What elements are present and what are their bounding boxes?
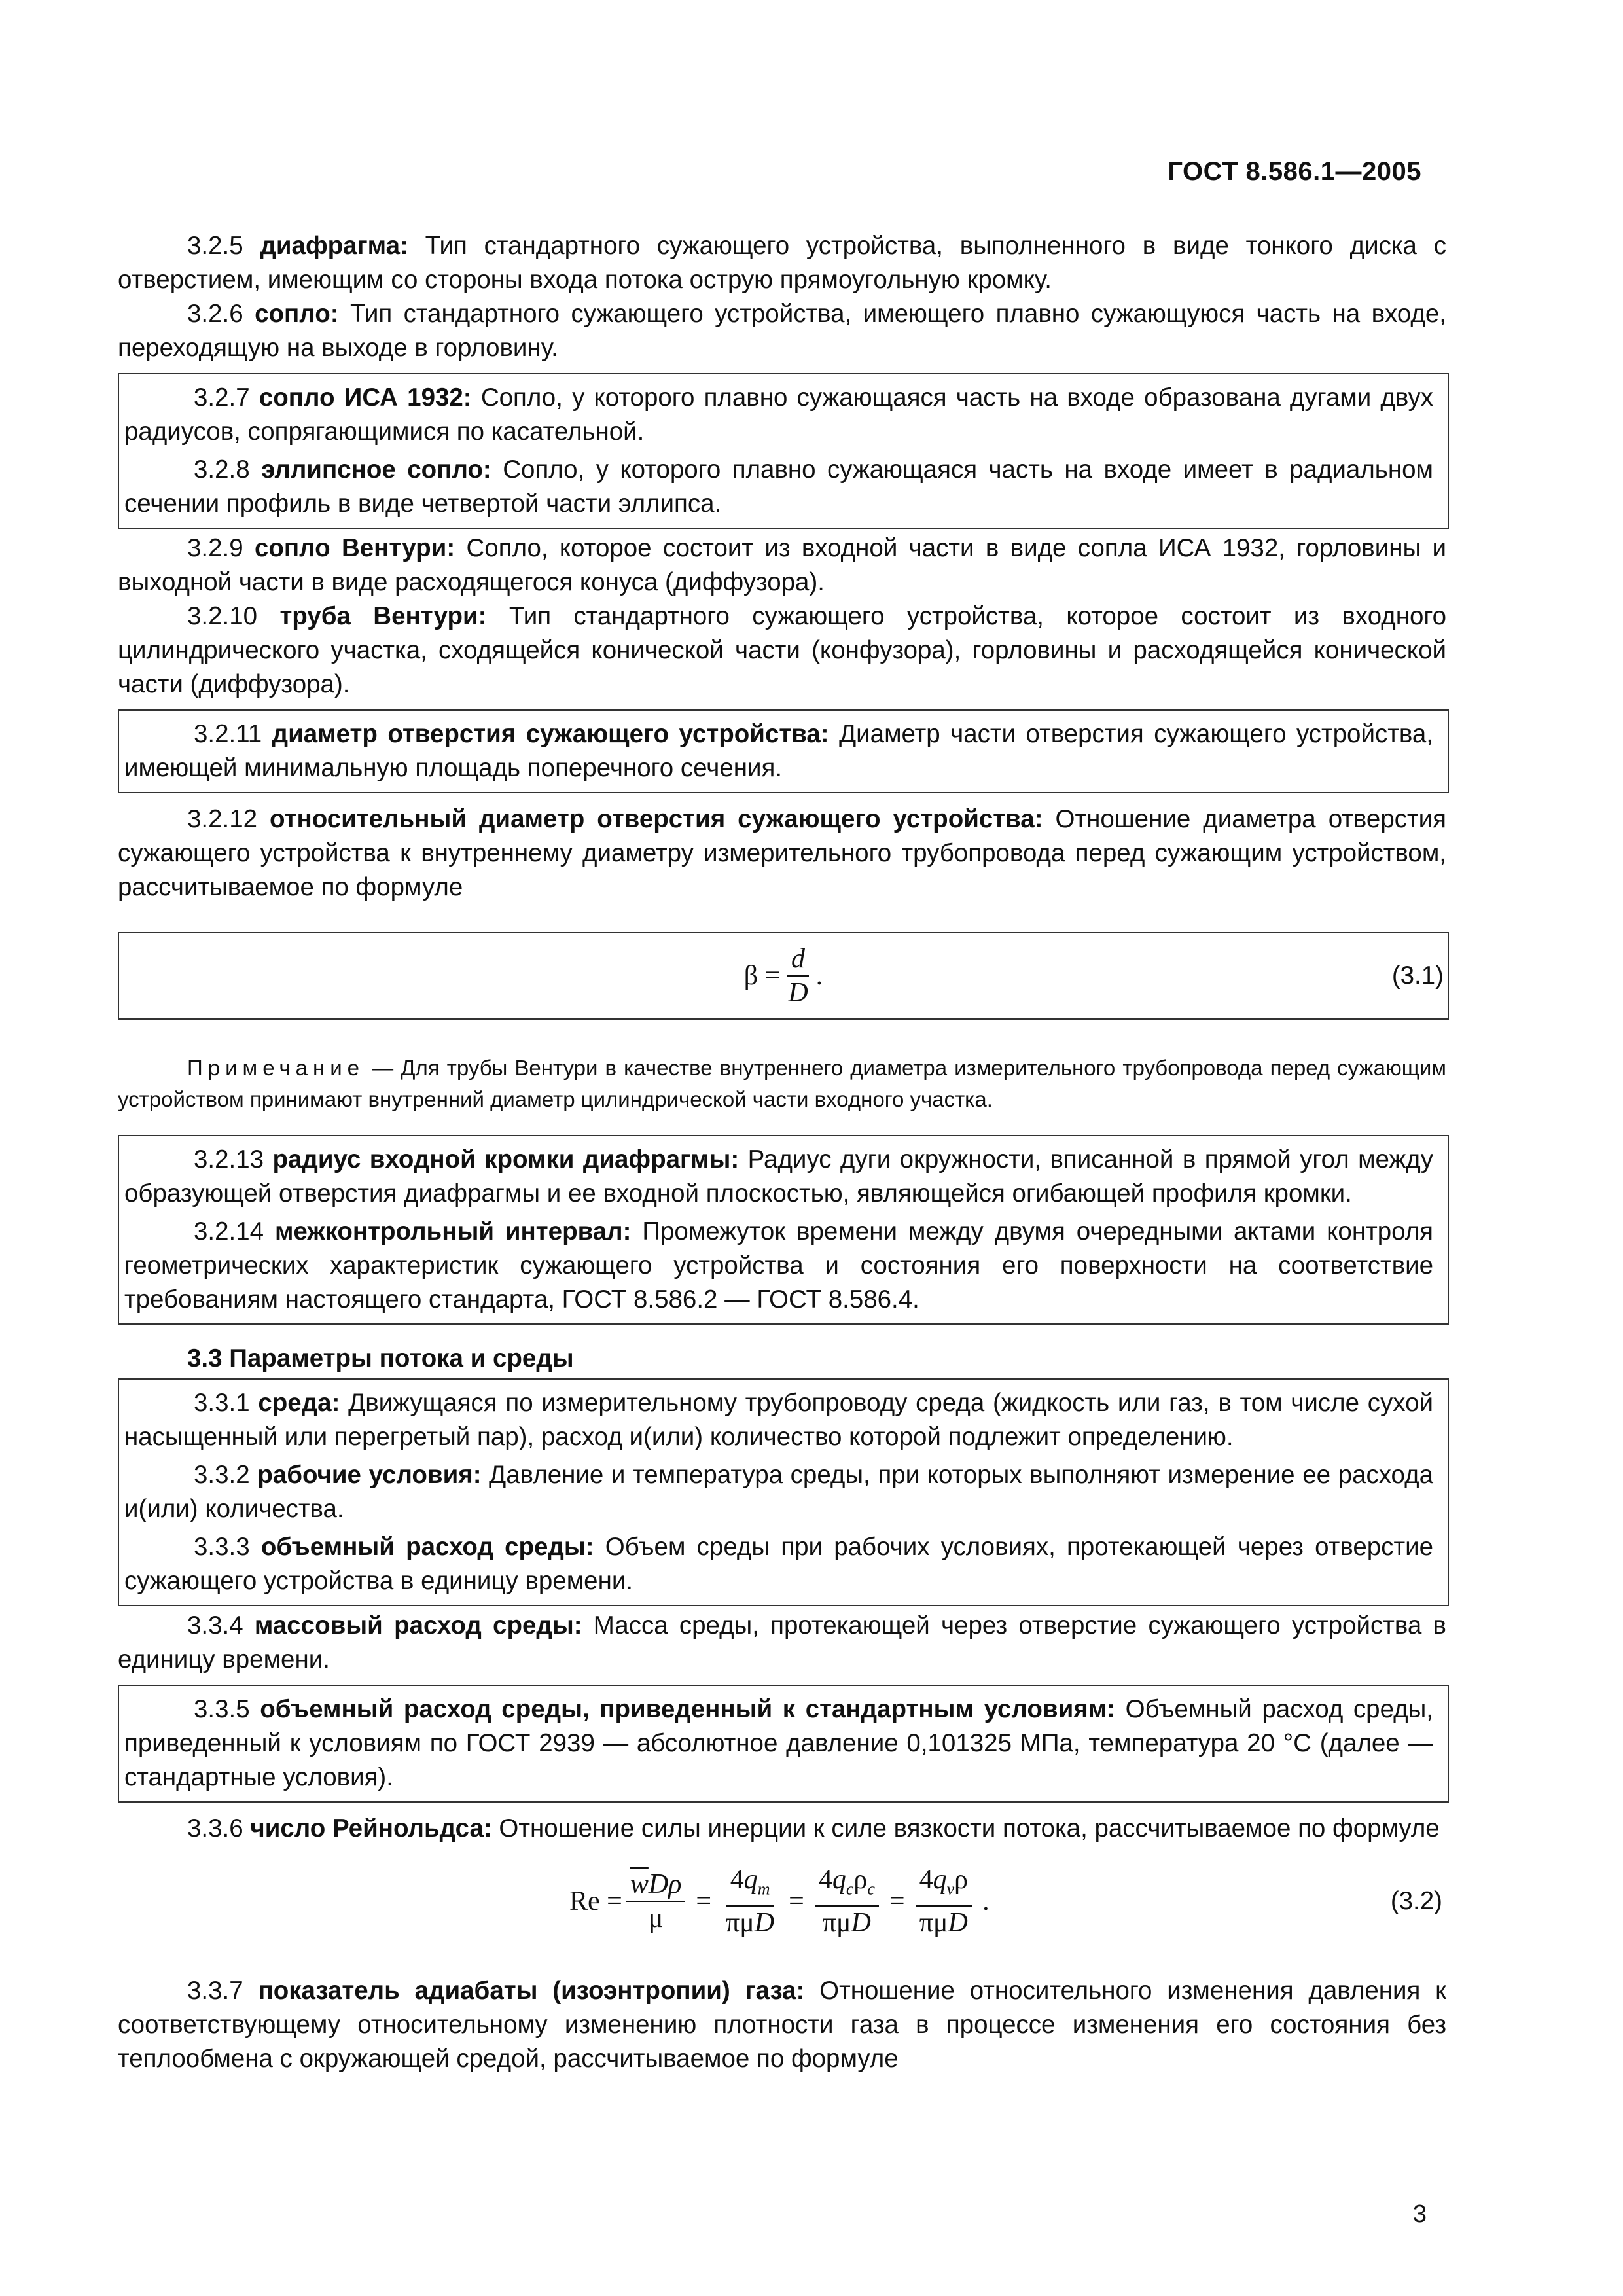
definition-3-3-4: 3.3.4 массовый расход среды: Масса среды, протекающей через отверстие сужающего устройства в единицу времени.	[118, 1611, 1446, 1674]
fraction-4qv-rho-over-pi-mu-D: $\frac{4q_v\rho}{\text{πμD}}$	[916, 1863, 972, 1939]
fraction-4qc-rhoc-over-pi-mu-D: $\frac{4q_c\rho_c}{\text{πμD}}$	[815, 1863, 879, 1939]
definition-3-3-3: 3.3.3 объемный расход среды: Объем среды при рабочих условиях, протекающей через отверстие сужающего устройства в единицу времени.	[124, 1533, 1433, 1595]
amended-box-5	[118, 1685, 1449, 1803]
amended-box-1	[118, 373, 1449, 529]
amended-box-2	[118, 709, 1449, 793]
definition-3-2-5: 3.2.5 диафрагма: Тип стандартного сужающего устройства, выполненного в виде тонкого диска с отверстием, имеющим со стороны входа потока острую прямоугольную кромку.	[118, 232, 1446, 294]
definition-3-3-5: 3.3.5 объемный расход среды, приведенный к стандартным условиям: Объемный расход среды, приведенный к условиям по ГОСТ 2939 — абсолютное давление 0,101325 МПа, температура 20 °C (далее — стандартные условия).	[124, 1695, 1433, 1791]
definition-3-2-8: 3.2.8 эллипсное сопло: Сопло, у которого плавно сужающаяся часть на входе имеет в радиальном сечении профиль в виде четвертой части эллипса.	[124, 456, 1433, 518]
definition-3-3-2: 3.3.2 рабочие условия: Давление и температура среды, при которых выполняют измерение ее расхода и(или) количества.	[124, 1461, 1433, 1523]
amended-box-3	[118, 1135, 1449, 1325]
page-number: 3	[1412, 2200, 1427, 2228]
definition-3-3-7: 3.3.7 показатель адиабаты (изоэнтропии) газа: Отношение относительного изменения давления к соответствующему относительному изменению плотности газа в процессе изменения его состояния без теплообмена с окружающей средой, рассчитываемое по формуле	[118, 1977, 1446, 2073]
fraction-d-over-D: $\frac{d}{D}$	[788, 944, 808, 1008]
definition-3-2-12: 3.2.12 относительный диаметр отверстия сужающего устройства: Отношение диаметра отверстия сужающего устройства к внутреннему диаметру измерительного трубопровода перед сужающим устройством, рассчитываемое по формуле	[118, 805, 1446, 901]
amended-box-4	[118, 1378, 1449, 1606]
definition-3-2-14: 3.2.14 межконтрольный интервал: Промежуток времени между двумя очередными актами контроля геометрических характеристик сужающего устройства и состояния его поверхности на соответствие требованиям настоящего стандарта, ГОСТ 8.586.2 — ГОСТ 8.586.4.	[124, 1217, 1434, 1314]
definition-3-2-7: 3.2.7 сопло ИСА 1932: Сопло, у которого плавно сужающаяся часть на входе образована дугами двух радиусов, сопрягающимися по касательной.	[124, 384, 1433, 446]
definition-3-2-10: 3.2.10 труба Вентури: Тип стандартного сужающего устройства, которое состоит из входного цилиндрического участка, сходящейся конической части (конфузора), горловины и расходящейся конической части (диффузора).	[118, 602, 1447, 698]
formula-3-1	[118, 932, 1449, 1020]
equation-number: (3.1)	[1391, 961, 1444, 990]
formula-3-1-expression: β = $\frac{d}{D}$ .	[743, 944, 823, 1008]
equation-number: (3.2)	[1390, 1887, 1442, 1915]
section-heading-3-3: 3.3 Параметры потока и среды	[187, 1344, 574, 1372]
definition-3-2-9: 3.2.9 сопло Вентури: Сопло, которое состоит из входной части в виде сопла ИСА 1932, горловины и выходной части в виде расходящегося конуса (диффузора).	[118, 534, 1446, 596]
standard-header: ГОСТ 8.586.1—2005	[1168, 157, 1421, 186]
page-content	[118, 229, 1446, 2076]
fraction-w-D-rho-over-mu: $\frac{\overline{w}D\rho}{\mu}$	[626, 1868, 686, 1935]
note: Примечание — Для трубы Вентури в качестве внутреннего диаметра измерительного трубопровода перед сужающим устройством принимают внутренний диаметр цилиндрической части входного участка.	[118, 1056, 1446, 1111]
definition-3-2-6: 3.2.6 сопло: Тип стандартного сужающего устройства, имеющего плавно сужающуюся часть на входе, переходящую на выходе в горловину.	[118, 300, 1446, 362]
formula-3-2	[118, 1852, 1446, 1950]
reynolds-number-expression: Re = $\frac{\overline{w}D\rho}{\mu}$ = $\frac{4q_m}{\text{πμD}}$ = $\frac{4q_c\rho_c}{\text{πμD}}$ = $\frac{4q_v\rho}{\text{πμD}}$ .	[569, 1864, 990, 1939]
fraction-4qm-over-pi-mu-D: $\frac{4q_m}{\text{πμD}}$	[726, 1864, 775, 1939]
definition-3-3-6: 3.3.6 число Рейнольдса: Отношение силы инерции к силе вязкости потока, рассчитываемое по формуле	[187, 1814, 1440, 1842]
definition-3-2-13: 3.2.13 радиус входной кромки диафрагмы: Радиус дуги окружности, вписанной в прямой угол между образующей отверстия диафрагмы и ее входной плоскостью, являющейся огибающей профиля кромки.	[124, 1145, 1434, 1208]
definition-3-3-1: 3.3.1 среда: Движущаяся по измерительному трубопроводу среда (жидкость или газ, в том числе сухой насыщенный или перегретый пар), расход и(или) количество которой подлежит определению.	[124, 1389, 1433, 1451]
definition-3-2-11: 3.2.11 диаметр отверстия сужающего устройства: Диаметр части отверстия сужающего устройства, имеющей минимальную площадь поперечного сечения.	[124, 720, 1433, 782]
